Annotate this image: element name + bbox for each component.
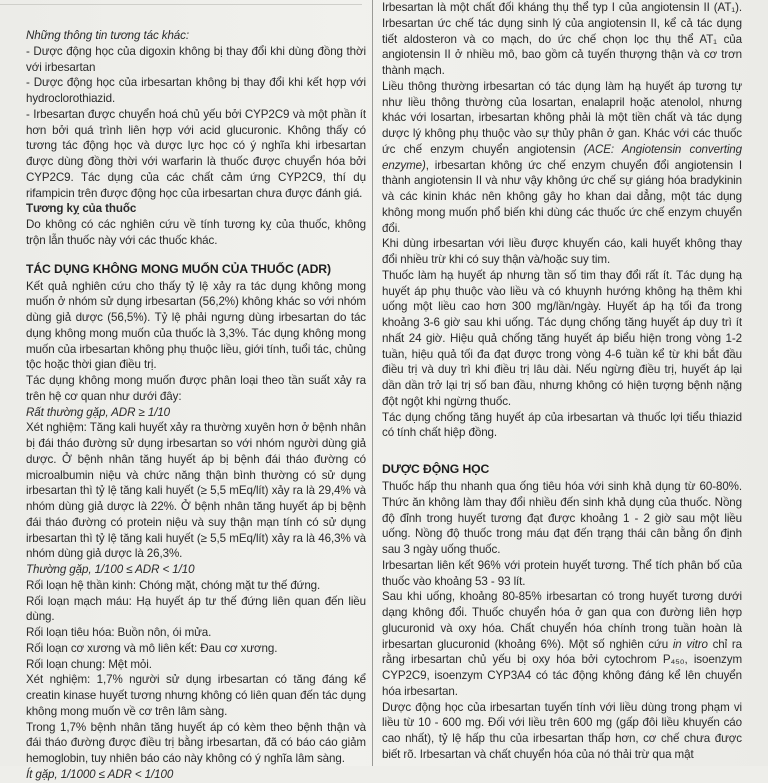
adr-item: Rối loạn mạch máu: Hạ huyết áp tư thế đứng liên quan đến liều dùng. (26, 594, 366, 624)
text-run: Liều thông thường irbesartan có tác dụng làm hạ huyết áp tương tự như liều thông thường của losartan, enalapril hoặc atenolol, nhưng khác với losartan, irbesartan không phải là một tiền chất và tác dụng dược lý không phụ thuộc vào sự thủy phân ở gan. Khác với các thuốc ức chế enzym chuyển angiotensin (382, 79, 742, 156)
interaction-item: - Dược động học của irbesartan không bị thay đổi khi kết hợp với hydroclorothiazid. (26, 76, 366, 105)
text-run: chỉ ra rằng irbesartan chủ yếu bị oxy hóa bởi cytochrom P₄₅₀, isoenzym CYP2C9, isoenzym CYP3A4 có tác động không đáng kể lên chuyển hóa irbesartan. (382, 637, 742, 698)
pharmacodynamics-paragraph: Irbesartan là một chất đối kháng thụ thể typ I của angiotensin II (AT₁). Irbesartan ức chế tác dụng sinh lý của angiotensin II, kể cả tác dụng tiết aldosteron và co mạch, do ức chế chọn lọc thụ thể AT₁ của angiotensin II ở nhiều mô, bao gồm cả tuyến thượng thận và cơ trơn thành mạch. (382, 1, 742, 77)
adr-lab-finding: Trong 1,7% bệnh nhân tăng huyết áp có kèm theo bệnh thận và đái tháo đường được điều trị bằng irbesartan, đã có báo cáo giảm hemoglobin, tuy nhiên báo cáo này không có ý nghĩa lâm sàng. (26, 720, 366, 765)
text-run: Sau khi uống, khoảng 80-85% irbesartan có trong huyết tương dưới dạng không đổi. Thuốc chuyển hóa ở gan qua con đường liên hợp glucuronid và oxy hóa. Chất chuyển hóa chính trong tuần hoàn là irbesartan glucuronid (khoảng 6%). Một số nghiên cứu (382, 590, 742, 651)
frequency-uncommon: Ít gặp, 1/1000 ≤ ADR < 1/100 (26, 767, 174, 781)
adr-lab-finding: Xét nghiệm: Tăng kali huyết xảy ra thường xuyên hơn ở bệnh nhân bị đái tháo đường sử dụng irbesartan so với nhóm người dùng giả dược. Ở bệnh nhân tăng huyết áp bị bệnh đái tháo đường có microalbumin niệu và chức năng thận bình thường có sử dụng irbesartan thì tỷ lệ tăng kali huyết (≥ 5,5 mEq/lít) xảy ra là 29,4% và nhóm dùng giả dược là 22%. Ở bệnh nhân tăng huyết áp bị bệnh đái tháo đường có protein niệu và suy thận mạn tính có sử dụng irbesartan thì tỷ lệ tăng kali huyết (≥ 5,5 mEq/lít) xảy ra là 46,3% và nhóm dùng giả dược là 26,3%. (26, 421, 366, 561)
frequency-very-common: Rất thường gặp, ADR ≥ 1/10 (26, 405, 171, 419)
interactions-intro: Những thông tin tương tác khác: (26, 29, 189, 42)
pharmacokinetics-paragraph: Dược động học của irbesartan tuyến tính với liều dùng trong phạm vi liều từ 10 - 600 mg. Đối với liều trên 600 mg (gấp đôi liều khuyến cáo cao nhất), tỷ lệ hấp thu của irbesartan thấp hơn, cơ chế chưa được biết rõ. Irbesartan và chất chuyển hóa của nó thải trừ qua mật (382, 700, 742, 761)
in-vitro-italic: in vitro (672, 637, 708, 651)
top-rule (0, 4, 362, 5)
ace-italic: (ACE: Angiotensin converting enzyme) (382, 142, 742, 172)
compatibility-text: Do không có các nghiên cứu về tính tương kỵ của thuốc, không trộn lẫn thuốc này với các thuốc khác. (26, 218, 366, 247)
adr-item: Rối loạn cơ xương và mô liên kết: Đau cơ xương. (26, 641, 278, 655)
pharmacodynamics-paragraph: Thuốc làm hạ huyết áp nhưng tần số tim thay đổi rất ít. Tác dụng hạ huyết áp phụ thuộc vào liều và có khuynh hướng không hạ thêm khi uống một liều cao hơn 300 mg/lần/ngày. Huyết áp hạ tối đa trong khoảng 3-6 giờ sau khi uống. Tác dụng chống tăng huyết áp duy trì ít nhất 24 giờ. Hiệu quả chống tăng huyết áp biểu hiện trong vòng 1-2 tuần, hiệu quả tối đa đạt được trong vòng 4-6 tuần kể từ khi bắt đầu điều trị và duy trì khi điều trị lâu dài. Nếu ngừng điều trị, huyết áp lại dần dần trở lại trị số ban đầu, nhưng không có hiện tượng bệnh nặng đột ngột khi ngừng thuốc. (382, 268, 742, 408)
frequency-common: Thường gặp, 1/100 ≤ ADR < 1/10 (26, 563, 195, 576)
compatibility-heading: Tương kỵ của thuốc (26, 202, 137, 216)
adr-paragraph: Kết quả nghiên cứu cho thấy tỷ lệ xảy ra tác dụng không mong muốn ở nhóm sử dụng irbesartan (56,2%) không khác so với nhóm dùng giả dược (56,5%). Tỷ lệ phải ngưng dùng irbesartan do tác dụng không mong muốn của thuốc là 3,3%. Tác dụng không mong muốn của irbesartan không phụ thuộc liều, giới tính, tuổi tác, chủng tộc hoặc thời gian điều trị. (26, 279, 366, 372)
adr-heading: TÁC DỤNG KHÔNG MONG MUỐN CỦA THUỐC (ADR) (26, 261, 331, 276)
interaction-item: - Irbesartan được chuyển hoá chủ yếu bởi CYP2C9 và một phần ít hơn bởi quá trình liên hợp với acid glucuronic. Không thấy có tương tác động học và dược lực học có ý nghĩa khi irbesartan được dùng đồng thời với warfarin là thuốc được chuyển hóa bởi CYP2C9. Tác dụng của các chất cảm ứng CYP2C9, thí dụ rifampicin trên được động học của irbesartan chưa được đánh giá. (26, 107, 366, 200)
right-column (382, 0, 742, 763)
adr-item: Rối loạn hệ thần kinh: Chóng mặt, chóng mặt tư thế đứng. (26, 578, 321, 592)
pharmacokinetics-paragraph: Irbesartan liên kết 96% với protein huyết tương. Thể tích phân bố của thuốc vào khoảng 53 - 93 lít. (382, 558, 742, 588)
pharmacodynamics-paragraph: Tác dụng chống tăng huyết áp của irbesartan và thuốc lợi tiểu thiazid có tính chất hiệp đồng. (382, 410, 742, 440)
adr-item: Rối loạn tiêu hóa: Buồn nôn, ói mửa. (26, 626, 212, 639)
interaction-item: - Dược động học của digoxin không bị thay đổi khi dùng đồng thời với irbesartan (26, 44, 366, 74)
column-divider (372, 0, 373, 766)
adr-paragraph: Tác dụng không mong muốn được phân loại theo tần suất xảy ra trên hệ cơ quan như dưới đây: (26, 374, 366, 403)
pharmacokinetics-heading: DƯỢC ĐỘNG HỌC (382, 462, 490, 476)
adr-lab-finding: Xét nghiệm: 1,7% người sử dụng irbesartan có tăng đáng kể creatin kinase huyết tương nhưng không có liên quan đến tác dụng không mong muốn về cơ trên lâm sàng. (26, 673, 366, 718)
text-run: , irbesartan không ức chế enzym chuyển đổi angiotensin I thành angiotensin II và như vậy không ức chế sự giáng hóa bradykinin và các kinin khác nên không gây ho khan dai dẳng, một tác dụng không mong muốn phổ biến khi dùng các thuốc ức chế enzym chuyển đổi. (382, 158, 742, 235)
pharmacokinetics-paragraph: Thuốc hấp thu nhanh qua ống tiêu hóa với sinh khả dụng từ 60-80%. Thức ăn không làm thay đổi nhiều đến sinh khả dụng của thuốc. Nồng độ đỉnh trong huyết tương đạt được khoảng 1 - 2 giờ sau một liều uống. Nồng độ thuốc trong máu đạt đến trạng thái cân bằng ổn định sau 3 ngày uống thuốc. (382, 480, 742, 556)
pharmacodynamics-paragraph: Khi dùng irbesartan với liều được khuyến cáo, kali huyết không thay đổi nhiều trừ khi có suy thận và/hoặc suy tim. (382, 237, 742, 266)
pharmacokinetics-paragraph (382, 589, 742, 699)
pharmacodynamics-paragraph (382, 79, 742, 237)
left-column (26, 28, 366, 783)
adr-item: Rối loạn chung: Mệt mỏi. (26, 657, 152, 671)
